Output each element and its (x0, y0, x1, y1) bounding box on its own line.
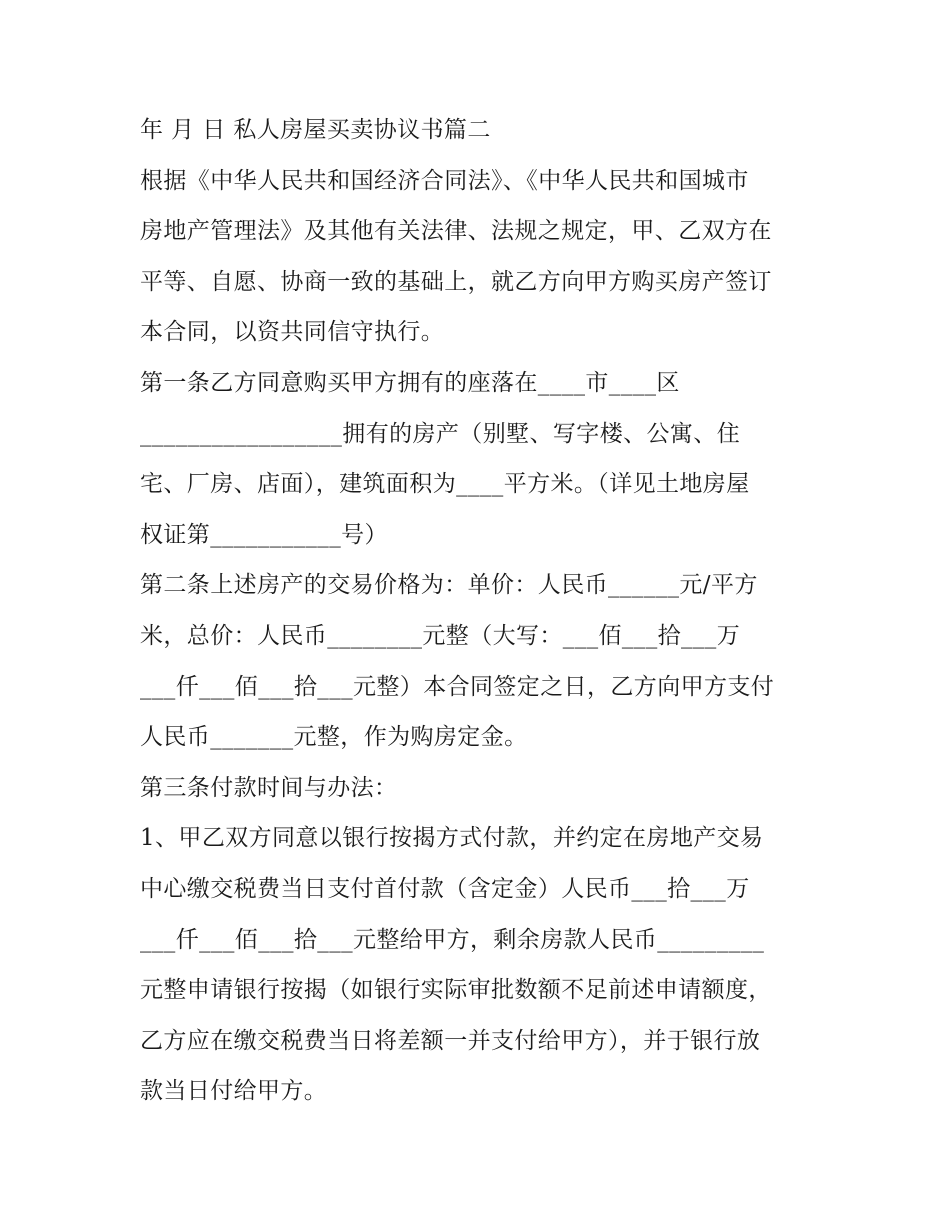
clause-two-line: 人民币_______元整，作为购房定金。 (140, 724, 528, 750)
clause-one-line: 宅、厂房、店面），建筑面积为____平方米。（详见土地房屋 (140, 471, 750, 497)
clause-three-heading: 第三条付款时间与办法： (140, 775, 398, 801)
paragraph-line: 本合同，以资共同信守执行。 (140, 319, 445, 345)
document-heading: 年 月 日 私人房屋买卖协议书篇二 (140, 117, 491, 143)
clause-two-line: 第二条上述房产的交易价格为：单价：人民币______元/平方 (140, 572, 758, 598)
clause-one-line: 第一条乙方同意购买甲方拥有的座落在____市____区 (140, 370, 680, 396)
clause-one-line: 权证第___________号） (140, 522, 388, 548)
clause-three-item-line: 元整申请银行按揭（如银行实际审批数额不足前述申请额度， (140, 977, 772, 1003)
paragraph-line: 根据《中华人民共和国经济合同法》、《中华人民共和国城市 (140, 168, 749, 194)
clause-two-line: 米，总价：人民币________元整（大写：___佰___拾___万 (140, 623, 741, 649)
clause-two-line: ___仟___佰___拾___元整）本合同签定之日，乙方向甲方支付 (140, 674, 775, 700)
clause-one-line: _________________拥有的房产（别墅、写字楼、公寓、住 (140, 421, 741, 447)
paragraph-line: 房地产管理法》及其他有关法律、法规之规定，甲、乙双方在 (140, 218, 772, 244)
clause-three-item-line: ___仟___佰___拾___元整给甲方，剩余房款人民币_________ (140, 927, 765, 953)
clause-three-item-line: 中心缴交税费当日支付首付款（含定金）人民币___拾___万 (140, 876, 750, 902)
clause-three-item-line: 1、甲乙双方同意以银行按揭方式付款，并约定在房地产交易 (140, 825, 764, 851)
paragraph-line: 平等、自愿、协商一致的基础上，就乙方向甲方购买房产签订 (140, 269, 772, 295)
clause-three-item-line: 款当日付给甲方。 (140, 1078, 328, 1104)
clause-three-item-line: 乙方应在缴交税费当日将差额一并支付给甲方），并于银行放 (140, 1028, 761, 1054)
